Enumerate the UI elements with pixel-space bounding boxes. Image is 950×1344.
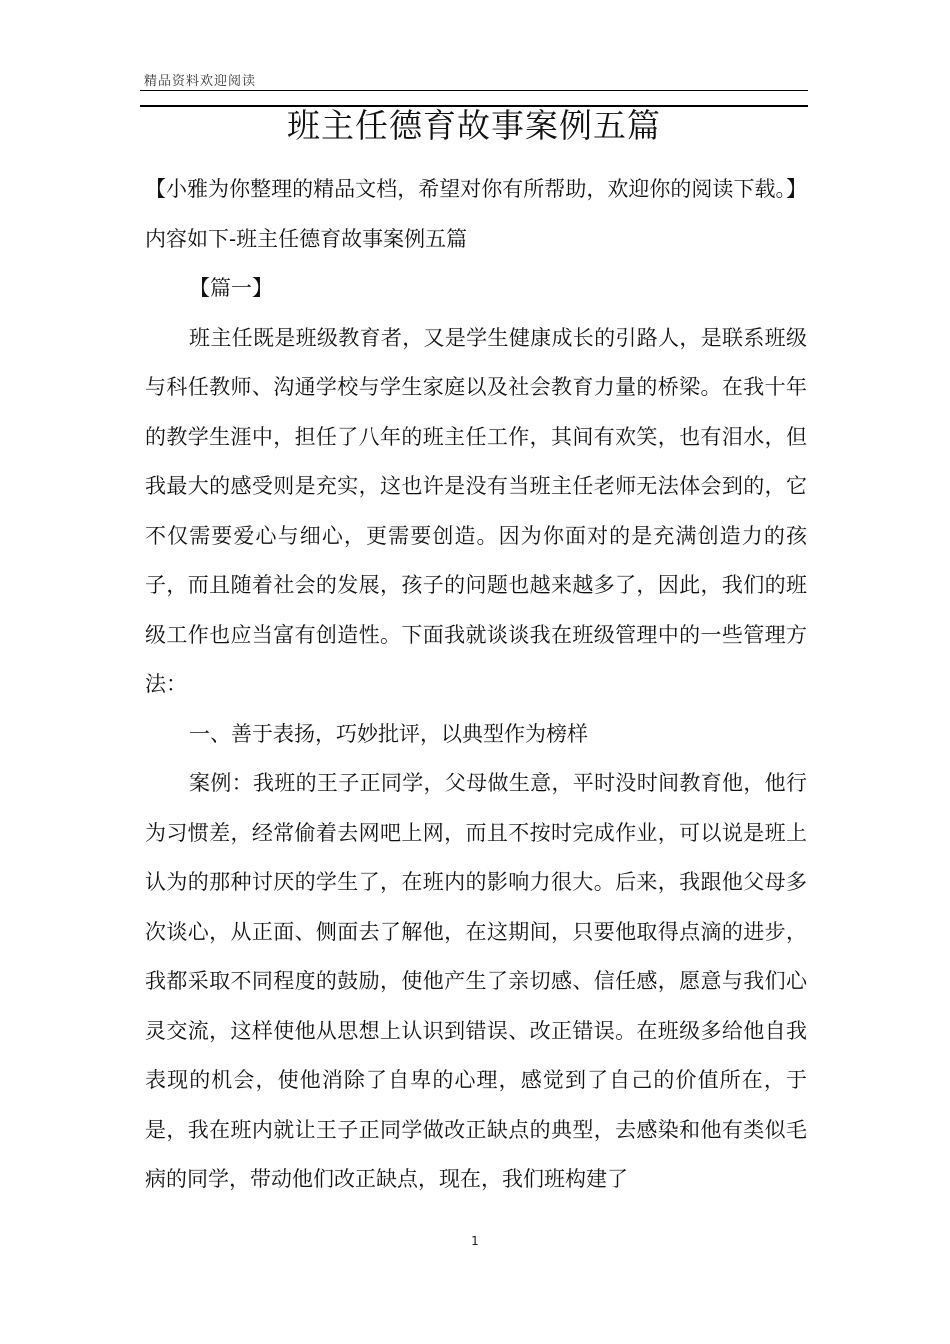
running-header: 精品资料欢迎阅读 — [144, 74, 257, 89]
subsection-heading: 一、善于表扬，巧妙批评，以典型作为榜样 — [189, 721, 588, 746]
section-heading: 【篇一】 — [189, 276, 273, 300]
document-title: 班主任德育故事案例五篇 — [287, 106, 661, 145]
intro-paragraph: 【小雅为你整理的精品文档，希望对你有所帮助，欢迎你的阅读下载。】内容如下-班主任德育故事案例五篇 — [145, 177, 807, 251]
body-paragraph: 班主任既是班级教育者，又是学生健康成长的引路人，是联系班级与科任教师、沟通学校与学生家庭以及社会教育力量的桥梁。在我十年的教学生涯中，担任了八年的班主任工作，其间有欢笑，也有泪水，但我最大的感受则是充实，这也许是没有当班主任老师无法体会到的，它不仅需要爱心与细心，更需要创造。因为你面对的是充满创造力的孩子，而且随着社会的发展，孩子的问题也越来越多了，因此，我们的班级工作也应当富有创造性。下面我就谈谈我在班级管理中的一些管理方法： — [145, 325, 807, 696]
page-number: 1 — [471, 1234, 479, 1248]
document-body — [145, 165, 807, 1205]
header-rule-thin — [140, 90, 808, 91]
case-paragraph: 案例：我班的王子正同学，父母做生意，平时没时间教育他，他行为习惯差，经常偷着去网吧上网，而且不按时完成作业，可以说是班上认为的那种讨厌的学生了，在班内的影响力很大。后来，我跟他父母多次谈心，从正面、侧面去了解他，在这期间，只要他取得点滴的进步，我都采取不同程度的鼓励，使他产生了亲切感、信任感，愿意与我们心灵交流，这样使他从思想上认识到错误、改正错误。在班级多给他自我表现的机会，使他消除了自卑的心理，感觉到了自己的价值所在，于是，我在班内就让王子正同学做改正缺点的典型，去感染和他有类似毛病的同学，带动他们改正缺点，现在，我们班构建了 — [145, 771, 807, 1191]
